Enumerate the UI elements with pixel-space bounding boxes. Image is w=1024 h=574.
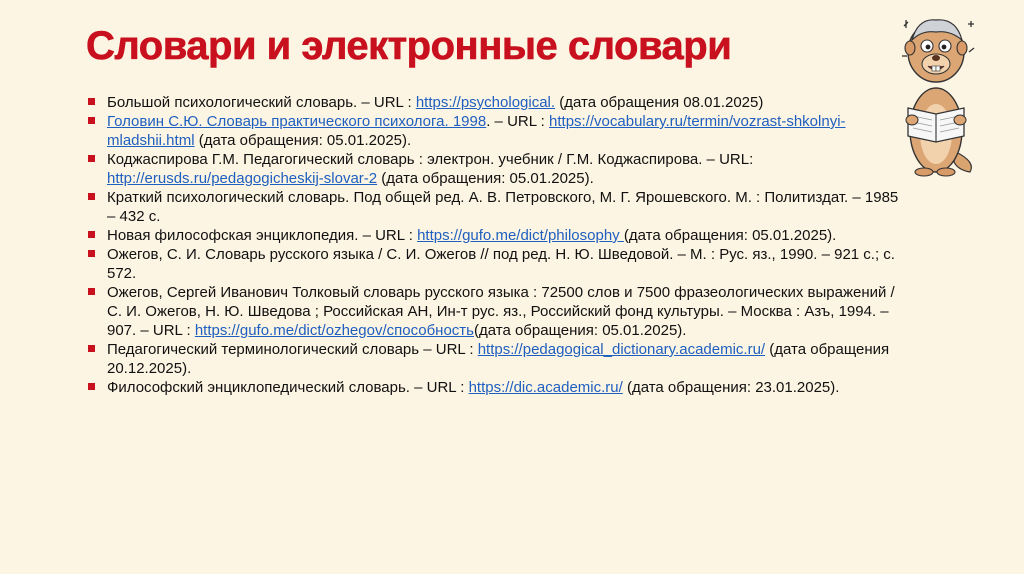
reference-text: (дата обращения: 05.01.2025).	[194, 132, 412, 149]
page-title: Словари и электронные словари	[86, 24, 732, 68]
reference-link[interactable]: https://gufo.me/dict/ozhegov/способность	[194, 322, 474, 339]
reference-text: (дата обращения: 05.01.2025).	[377, 170, 594, 187]
reference-item	[88, 112, 908, 150]
bullet-square-icon	[88, 98, 95, 105]
bullet-square-icon	[88, 231, 95, 238]
reference-link[interactable]: https://pedagogical_dictionary.academic.ru/	[477, 341, 766, 358]
reference-text: Ожегов, Сергей Иванович Толковый словарь русского языка : 72500 слов и 7500 фразеологических выражений / С. И. Ожегов, Н. Ю. Шведова ; Российская АН, Ин-т рус. яз., Российский фонд культуры. – Москва : Азъ, 1994. – 907. – URL :	[107, 284, 895, 339]
reference-link[interactable]: Головин С.Ю. Словарь практического психолога. 1998	[107, 113, 487, 130]
bullet-square-icon	[88, 155, 95, 162]
bullet-square-icon	[88, 383, 95, 390]
bullet-square-icon	[88, 193, 95, 200]
reference-text: Ожегов, С. И. Словарь русского языка / С. И. Ожегов // под ред. Н. Ю. Шведовой. – М. : Рус. яз., 1990. – 921 с.; с. 572.	[107, 246, 895, 282]
reference-list	[88, 93, 908, 397]
reference-text: Коджаспирова Г.М. Педагогический словарь : электрон. учебник / Г.М. Коджаспирова. – URL:	[107, 151, 754, 168]
reference-link[interactable]: https://psychological.	[415, 94, 556, 111]
reference-text: Краткий психологический словарь. Под общей ред. А. В. Петровского, М. Г. Ярошевского. М. : Политиздат. – 1985 – 432 с.	[107, 189, 899, 225]
reference-item	[88, 283, 908, 340]
bullet-square-icon	[88, 117, 95, 124]
reference-link[interactable]: https://gufo.me/dict/philosophy	[417, 227, 624, 244]
reference-item	[88, 150, 908, 188]
gopher-reading-book-icon	[898, 12, 978, 182]
reference-text: Новая философская энциклопедия. – URL :	[107, 227, 418, 244]
reference-item	[88, 340, 908, 378]
bullet-square-icon	[88, 345, 95, 352]
reference-text: (дата обращения: 23.01.2025).	[622, 379, 840, 396]
reference-item	[88, 226, 908, 245]
reference-text: (дата обращения: 05.01.2025).	[473, 322, 687, 339]
reference-text: (дата обращения 08.01.2025)	[555, 94, 764, 111]
bullet-square-icon	[88, 288, 95, 295]
reference-item	[88, 93, 908, 112]
reference-link[interactable]: https://dic.academic.ru/	[468, 379, 623, 396]
reference-text: (дата обращения 20.12.2025).	[107, 341, 890, 377]
reference-text: Философский энциклопедический словарь. – URL :	[107, 379, 469, 396]
reference-link[interactable]: https://vocabulary.ru/termin/vozrast-shkolnyi-mladshii.html	[107, 113, 846, 149]
bullet-square-icon	[88, 250, 95, 257]
reference-item	[88, 378, 908, 397]
reference-item	[88, 188, 908, 226]
reference-link[interactable]: http://erusds.ru/pedagogicheskij-slovar-2	[107, 170, 378, 187]
reference-text: Большой психологический словарь. – URL :	[107, 94, 416, 111]
reference-text: (дата обращения: 05.01.2025).	[623, 227, 837, 244]
reference-text: Педагогический терминологический словарь – URL :	[107, 341, 478, 358]
reference-text: . – URL :	[486, 113, 550, 130]
reference-item	[88, 245, 908, 283]
